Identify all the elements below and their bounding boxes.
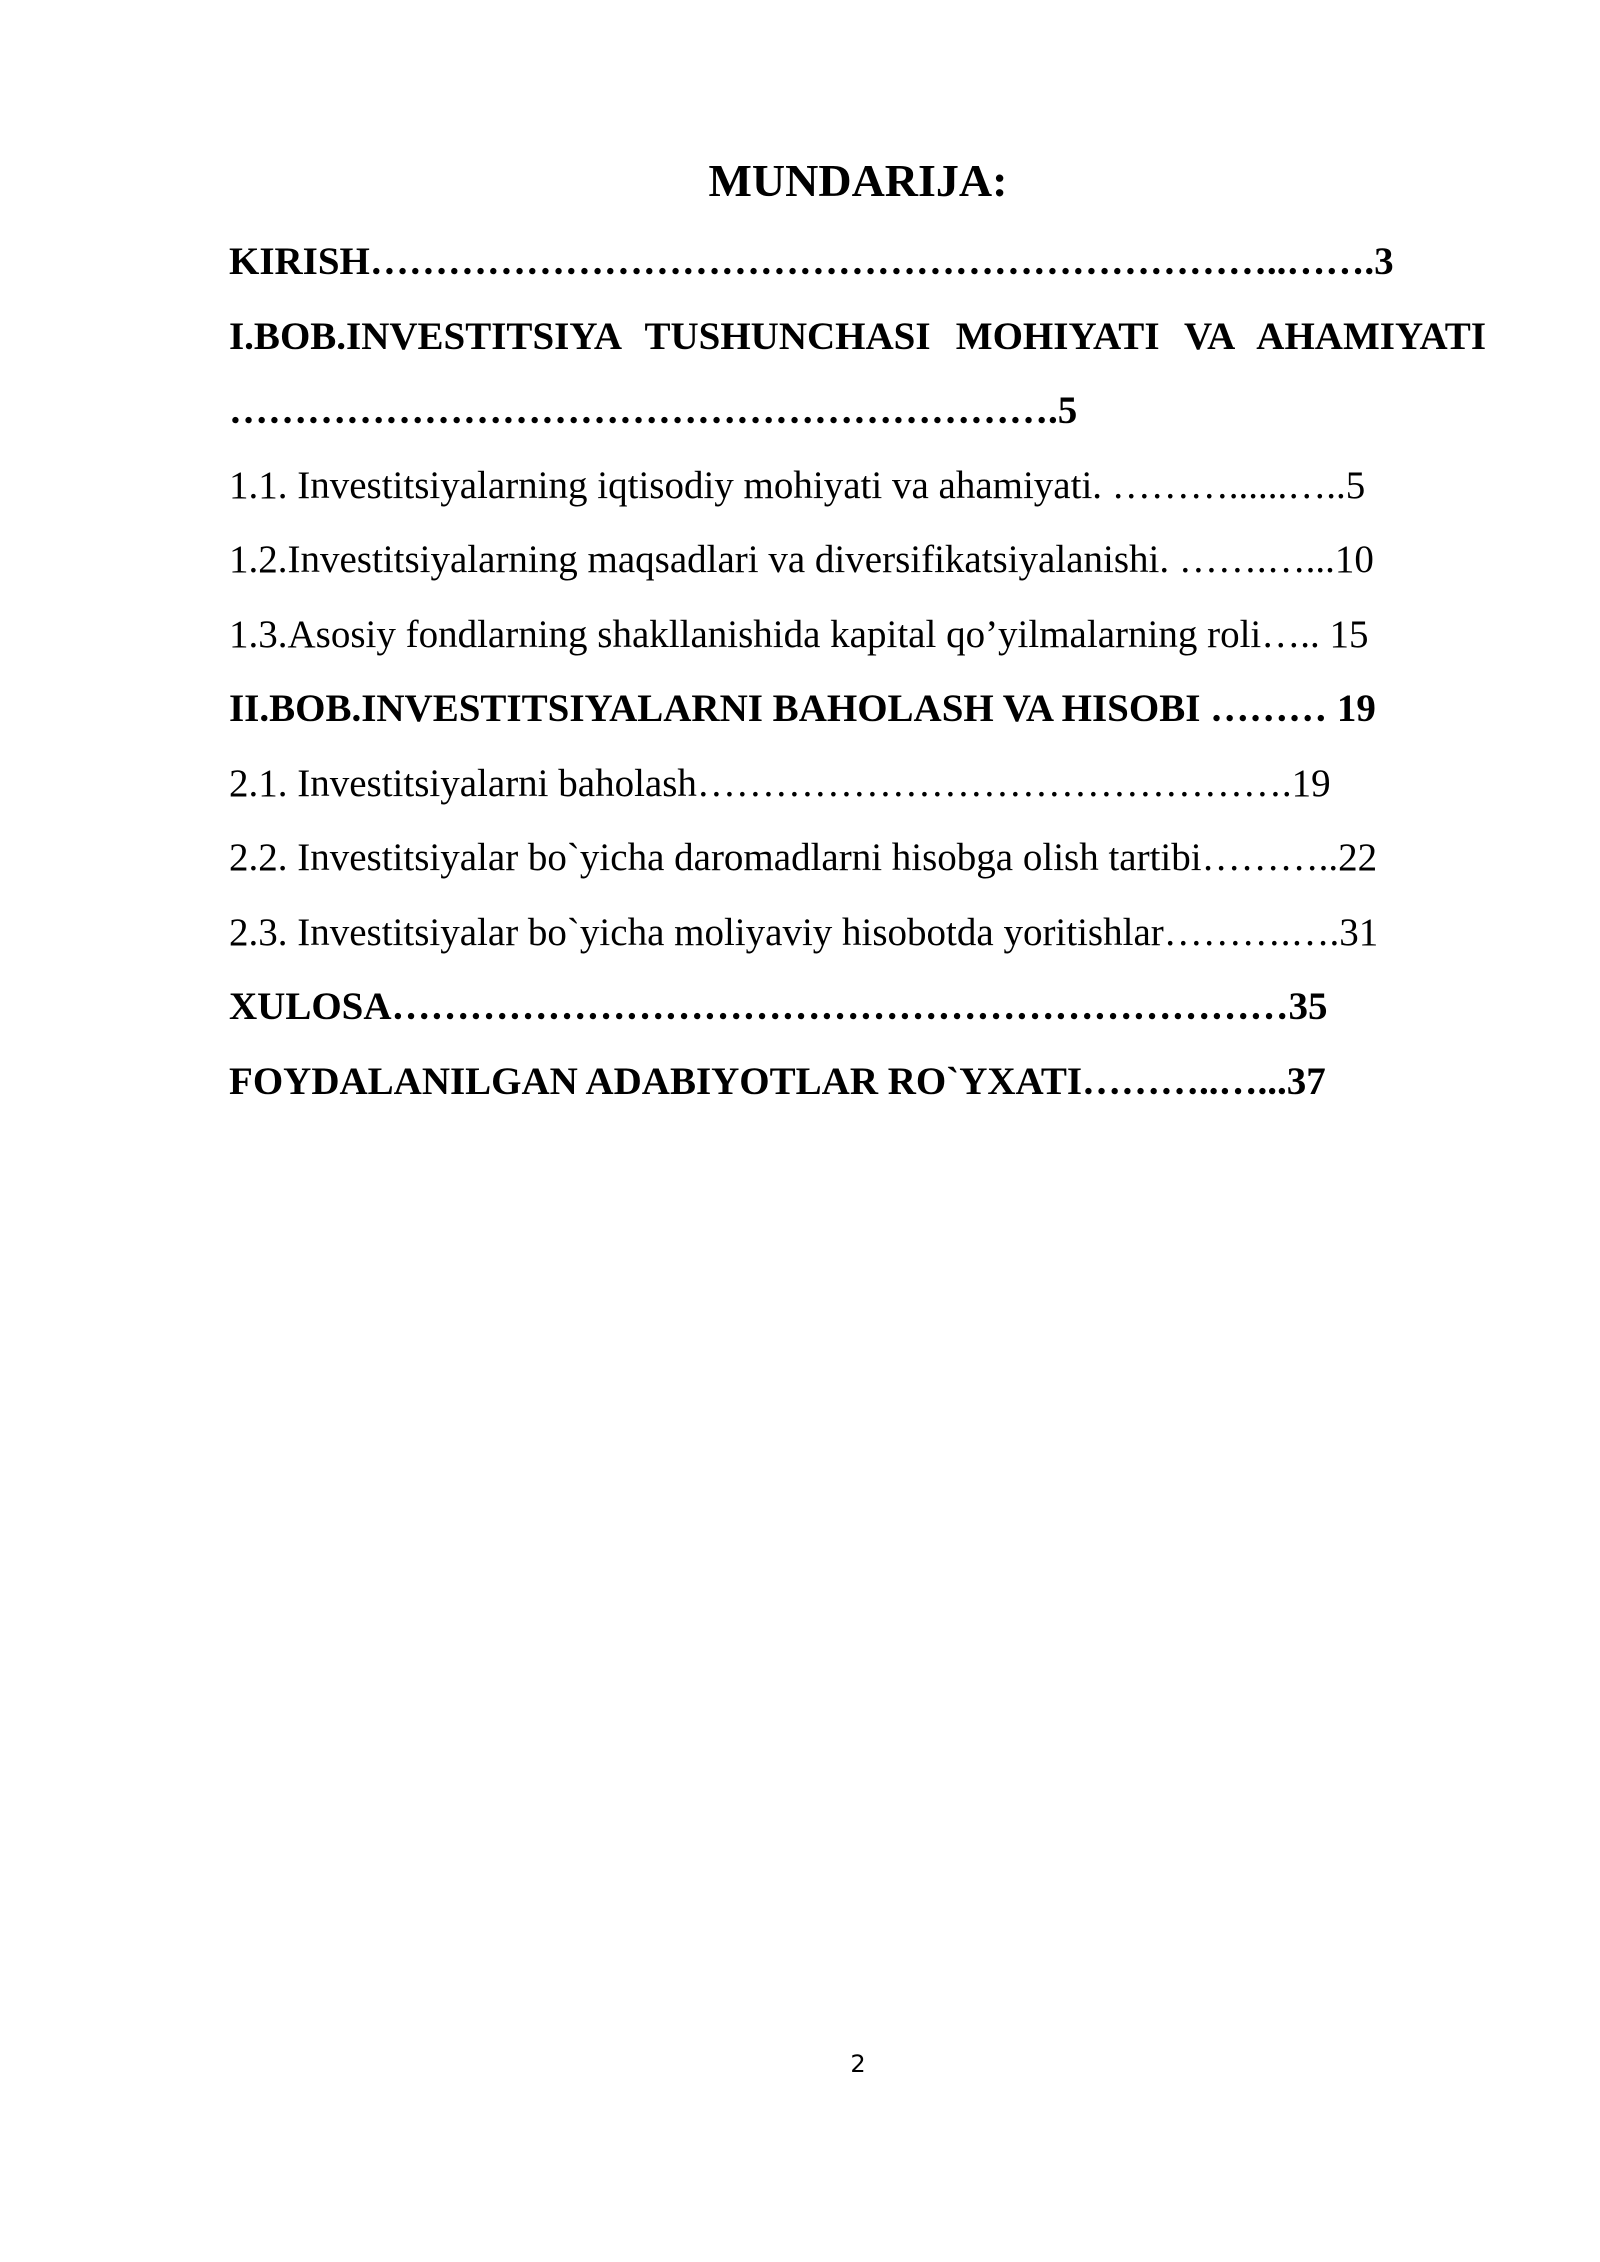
toc-entry-references: FOYDALANILGAN ADABIYOTLAR RO`YXATI………..…...37 — [229, 1059, 1326, 1103]
toc-entry-chapter-1: I.BOB.INVESTITSIYA TUSHUNCHASI MOHIYATI VA AHAMIYATI ……………………………………………………….5 — [229, 314, 1486, 432]
toc-entry-1-2: 1.2.Investitsiyalarning maqsadlari va diversifikatsiyalanishi. …….…...10 — [229, 538, 1374, 581]
page-title: MUNDARIJA: — [708, 155, 1008, 206]
toc-entry-2-2: 2.2. Investitsiyalar bo`yicha daromadlarni hisobga olish tartibi………..22 — [229, 836, 1378, 879]
table-of-contents — [229, 225, 1486, 1119]
toc-entry-xulosa: XULOSA……………………………………………………………35 — [229, 985, 1328, 1028]
toc-entry-1-3: 1.3.Asosiy fondlarning shakllanishida kapital qo’yilmalarning roli….. 15 — [229, 612, 1369, 656]
toc-entry-2-3: 2.3. Investitsiyalar bo`yicha moliyaviy hisobotda yoritishlar……….….31 — [229, 910, 1379, 954]
toc-entry-chapter-2: II.BOB.INVESTITSIYALARNI BAHOLASH VA HISOBI ……… 19 — [229, 687, 1376, 730]
page-number: 2 — [850, 2050, 866, 2078]
toc-entry-2-1: 2.1. Investitsiyalarni baholash……………………………………….19 — [229, 761, 1331, 805]
toc-entry-kirish: KIRISH……………………………………………………………..…….3 — [229, 240, 1394, 283]
toc-entry-1-1: 1.1. Investitsiyalarning iqtisodiy mohiyati va ahamiyati. ………......…..5 — [229, 463, 1366, 507]
